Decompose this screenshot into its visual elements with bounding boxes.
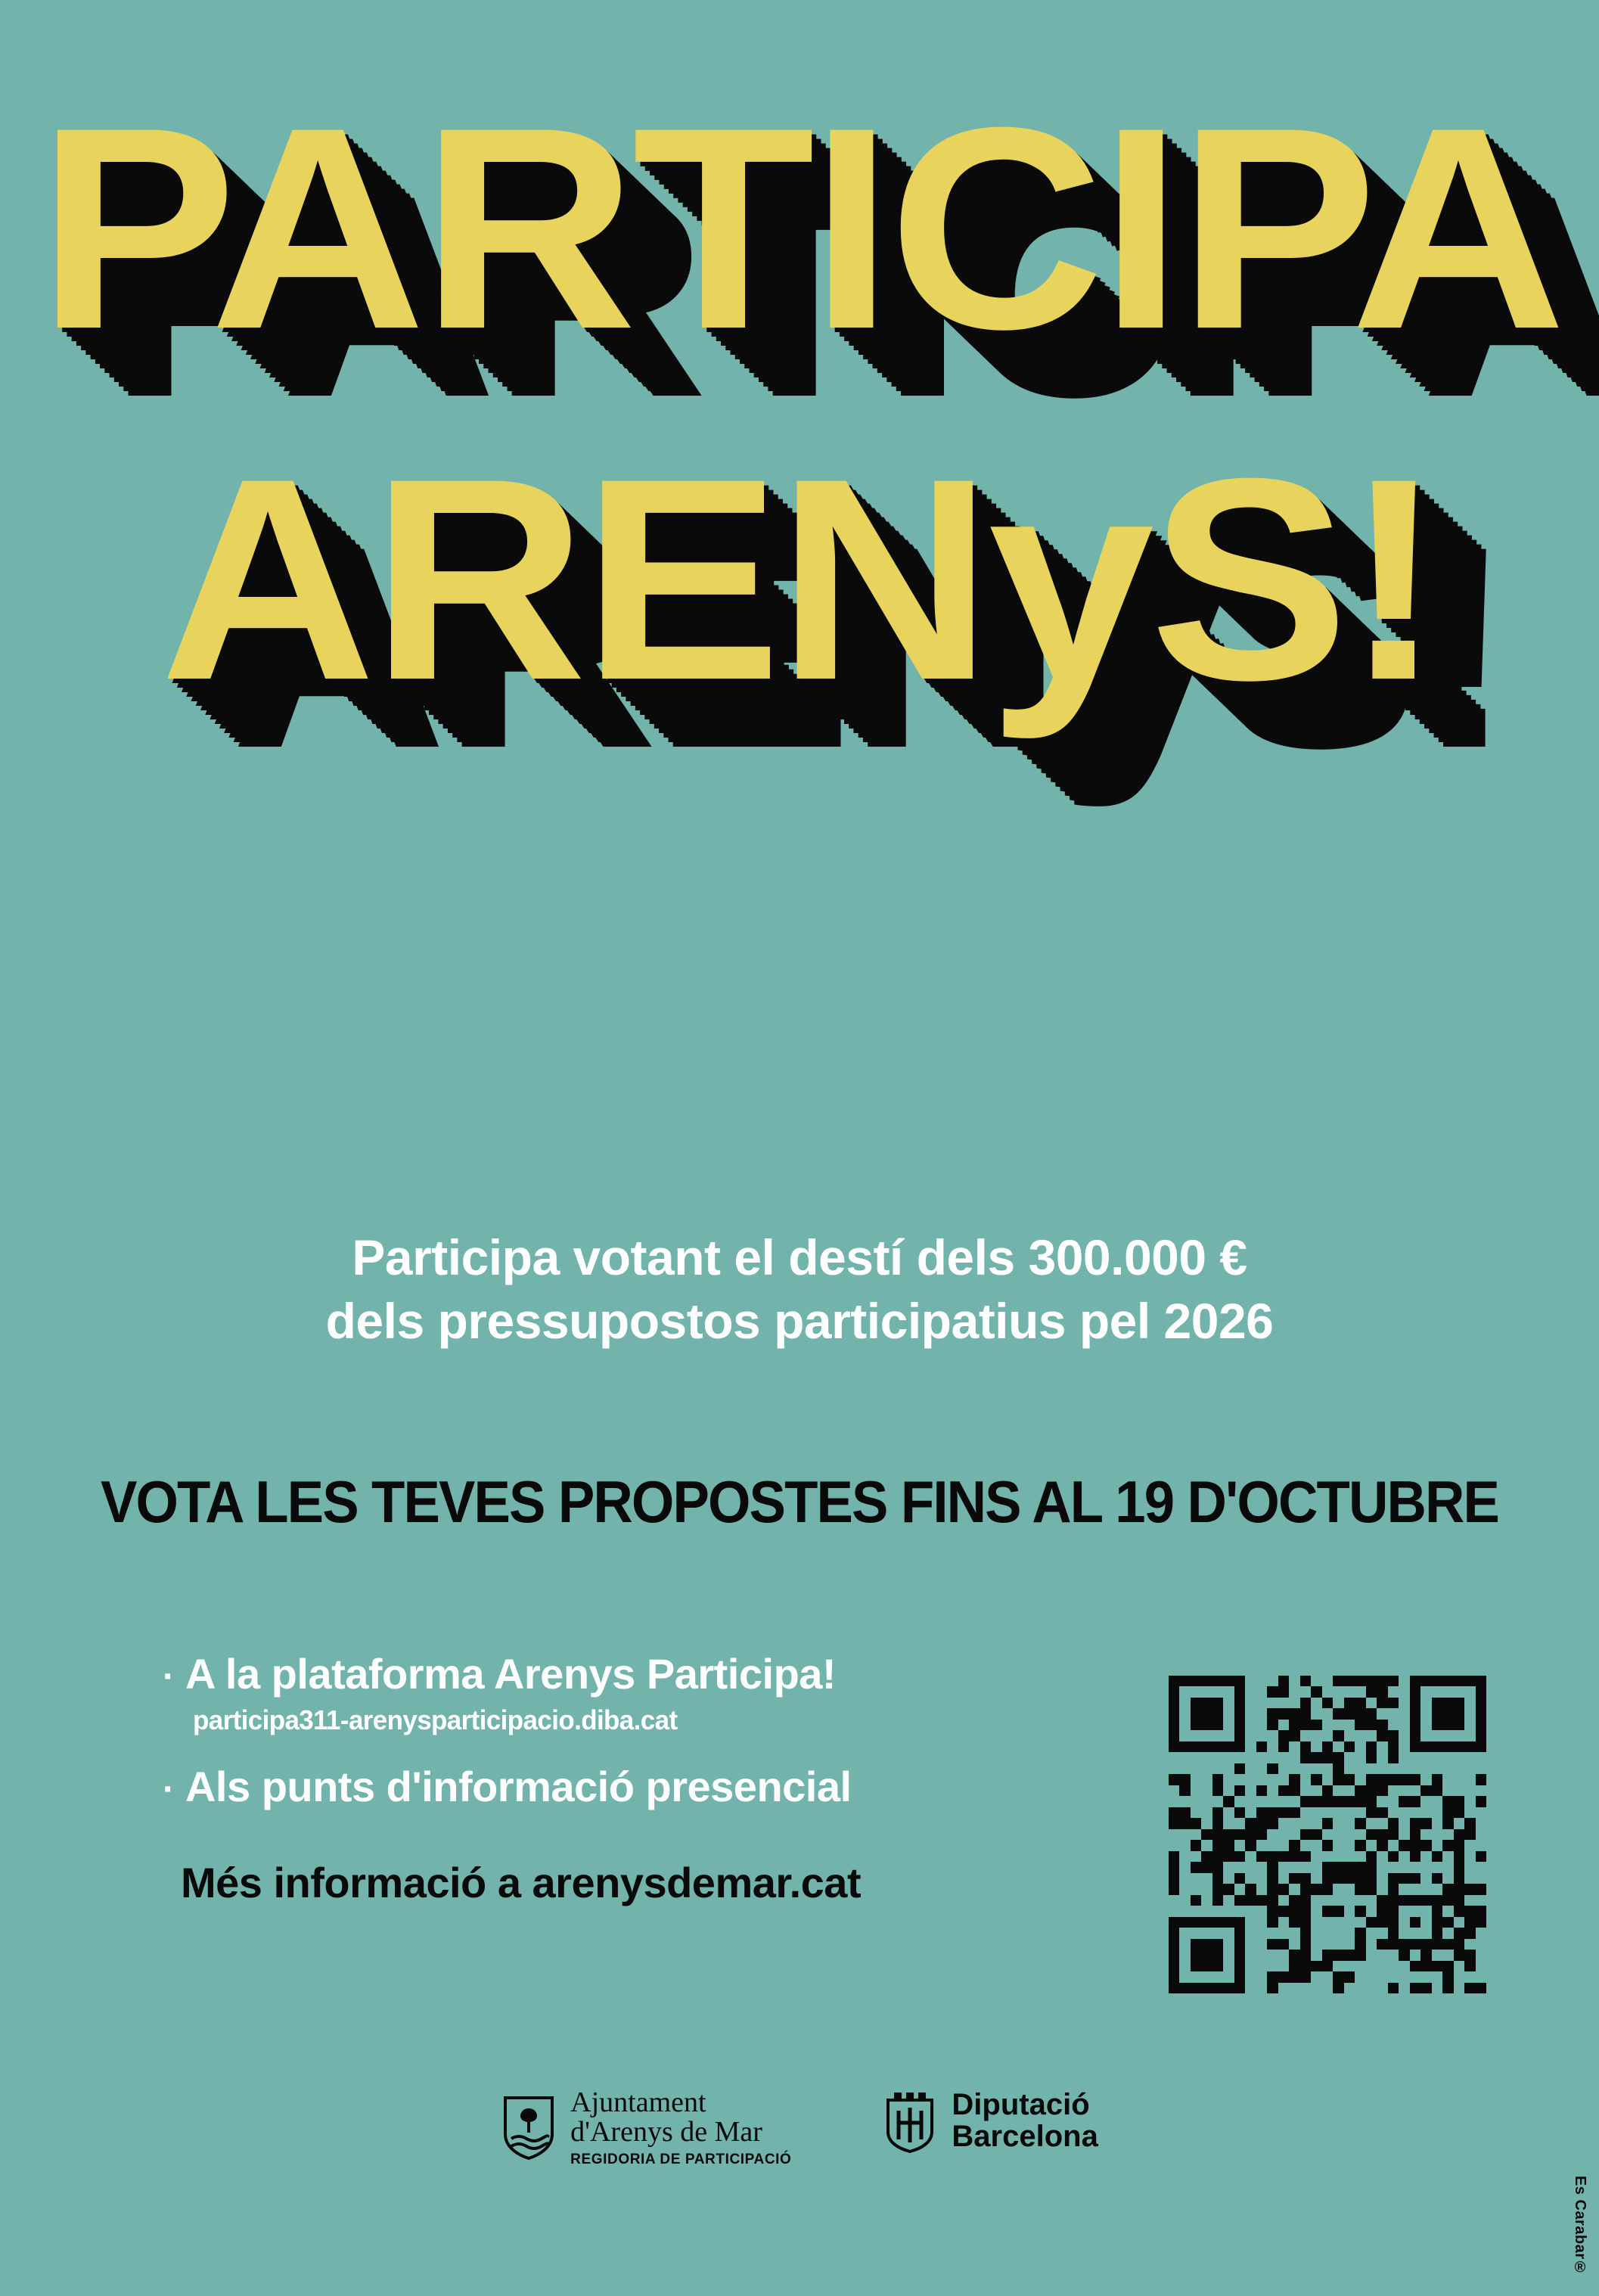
diputacio-line-2: Barcelona — [952, 2120, 1098, 2153]
diputacio-logo-text — [952, 2089, 1098, 2153]
info-list — [163, 1649, 1146, 1907]
list-item — [163, 1762, 1146, 1811]
bullet-icon: · — [163, 1769, 175, 1810]
ajuntament-logo — [501, 2088, 791, 2167]
ajuntament-line-3: REGIDORIA DE PARTICIPACIÓ — [570, 2151, 792, 2167]
platform-url[interactable]: participa311-arenysparticipacio.diba.cat — [193, 1704, 678, 1735]
ajuntament-line-2: d'Arenys de Mar — [570, 2115, 762, 2148]
diputacio-crest-icon — [882, 2088, 938, 2153]
bullet-icon: · — [163, 1657, 175, 1697]
headline-block — [0, 67, 1599, 740]
diputacio-line-1: Diputació — [952, 2087, 1090, 2121]
qr-code[interactable] — [1169, 1676, 1486, 1993]
deadline-banner: VOTA LES TEVES PROPOSTES FINS AL 19 D'OCTUBRE — [100, 1468, 1499, 1535]
list-item-label: Als punts d'informació presencial — [185, 1763, 852, 1810]
more-info-text: Més informació a arenysdemar.cat — [181, 1859, 862, 1906]
subtitle — [0, 1226, 1599, 1353]
subtitle-line-1: Participa votant el destí dels 300.000 € — [352, 1229, 1247, 1285]
ajuntament-line-1: Ajuntament — [570, 2086, 706, 2118]
page-title-line1: PARTICIPA — [37, 67, 1562, 389]
diputacio-logo — [882, 2088, 1098, 2153]
list-item — [163, 1649, 1146, 1698]
footer-logos — [0, 2088, 1599, 2167]
subtitle-line-2: dels pressupostos participatius pel 2026 — [325, 1293, 1274, 1350]
page-title-line2: ARENyS! — [160, 418, 1439, 740]
ajuntament-logo-text — [570, 2088, 791, 2167]
list-item-label: A la plataforma Arenys Participa! — [185, 1650, 837, 1698]
credit-text: Es Carabar® — [1572, 2175, 1588, 2276]
tree-crest-icon — [501, 2095, 557, 2160]
